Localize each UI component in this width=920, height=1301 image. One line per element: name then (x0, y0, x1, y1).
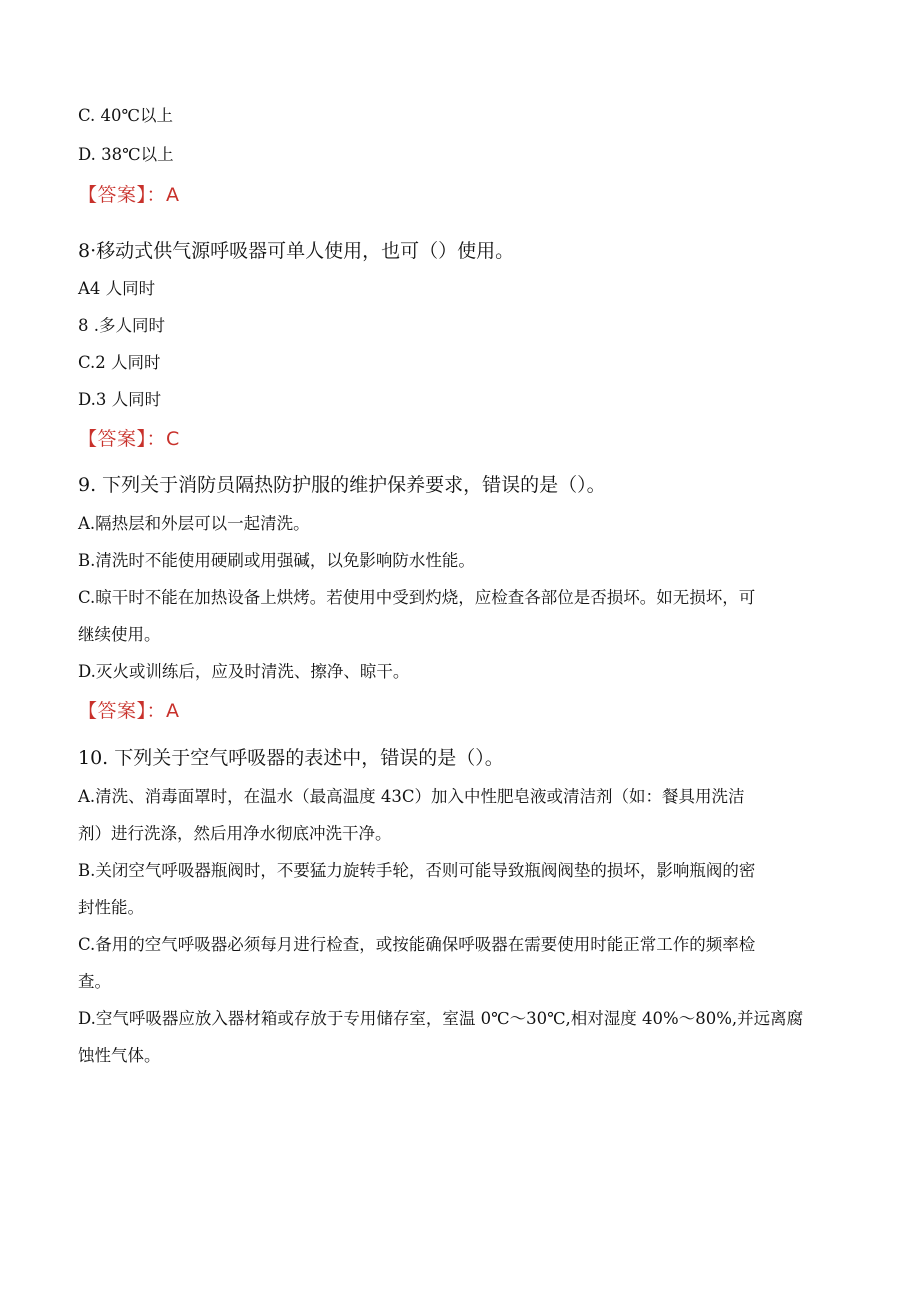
q8-option-d: D.3 人同时 (78, 390, 162, 409)
q9-question: 9. 下列关于消防员隔热防护服的维护保养要求，错误的是（）。 (78, 474, 606, 496)
q10-option-b-cont: 封性能。 (78, 898, 144, 917)
q8-question: 8·移动式供气源呼吸器可单人使用，也可（）使用。 (78, 240, 515, 262)
q10-option-c-cont: 查。 (78, 972, 111, 991)
q8-answer: 【答案】：C (78, 428, 180, 450)
q9-option-d: D.灭火或训练后，应及时清洗、擦净、晾干。 (78, 662, 410, 681)
q10-option-d-cont: 蚀性气体。 (78, 1046, 161, 1065)
q10-option-a: A.清洗、消毒面罩时，在温水（最高温度 43C）加入中性肥皂液或清洁剂（如：餐具用洗洁 (78, 787, 745, 806)
q10-option-b: B.关闭空气呼吸器瓶阀时，不要猛力旋转手轮，否则可能导致瓶阀阀垫的损坏，影响瓶阀的密 (78, 861, 756, 880)
q9-option-c: C.晾干时不能在加热设备上烘烤。若使用中受到灼烧，应检查各部位是否损坏。如无损坏，可 (78, 588, 756, 607)
q7-option-c: C. 40℃以上 (78, 106, 173, 125)
q9-answer: 【答案】：A (78, 700, 180, 722)
q8-option-c: C.2 人同时 (78, 353, 161, 372)
q10-option-a-cont: 剂）进行洗涤，然后用净水彻底冲洗干净。 (78, 824, 392, 843)
q10-question: 10. 下列关于空气呼吸器的表述中，错误的是（）。 (78, 747, 504, 769)
q9-option-b: B.清洗时不能使用硬刷或用强碱，以免影响防水性能。 (78, 551, 475, 570)
q10-option-d: D.空气呼吸器应放入器材箱或存放于专用储存室，室温 0℃～30℃,相对湿度 40%～80%,并远离腐 (78, 1009, 804, 1028)
q8-option-b: 8 .多人同时 (78, 316, 165, 335)
q7-option-d: D. 38℃以上 (78, 145, 174, 164)
q10-option-c: C.备用的空气呼吸器必须每月进行检查，或按能确保呼吸器在需要使用时能正常工作的频率检 (78, 935, 756, 954)
q9-option-a: A.隔热层和外层可以一起清洗。 (78, 514, 310, 533)
q7-answer: 【答案】：A (78, 184, 180, 206)
q9-option-c-cont: 继续使用。 (78, 625, 161, 644)
q8-option-a: A4 人同时 (78, 279, 156, 298)
